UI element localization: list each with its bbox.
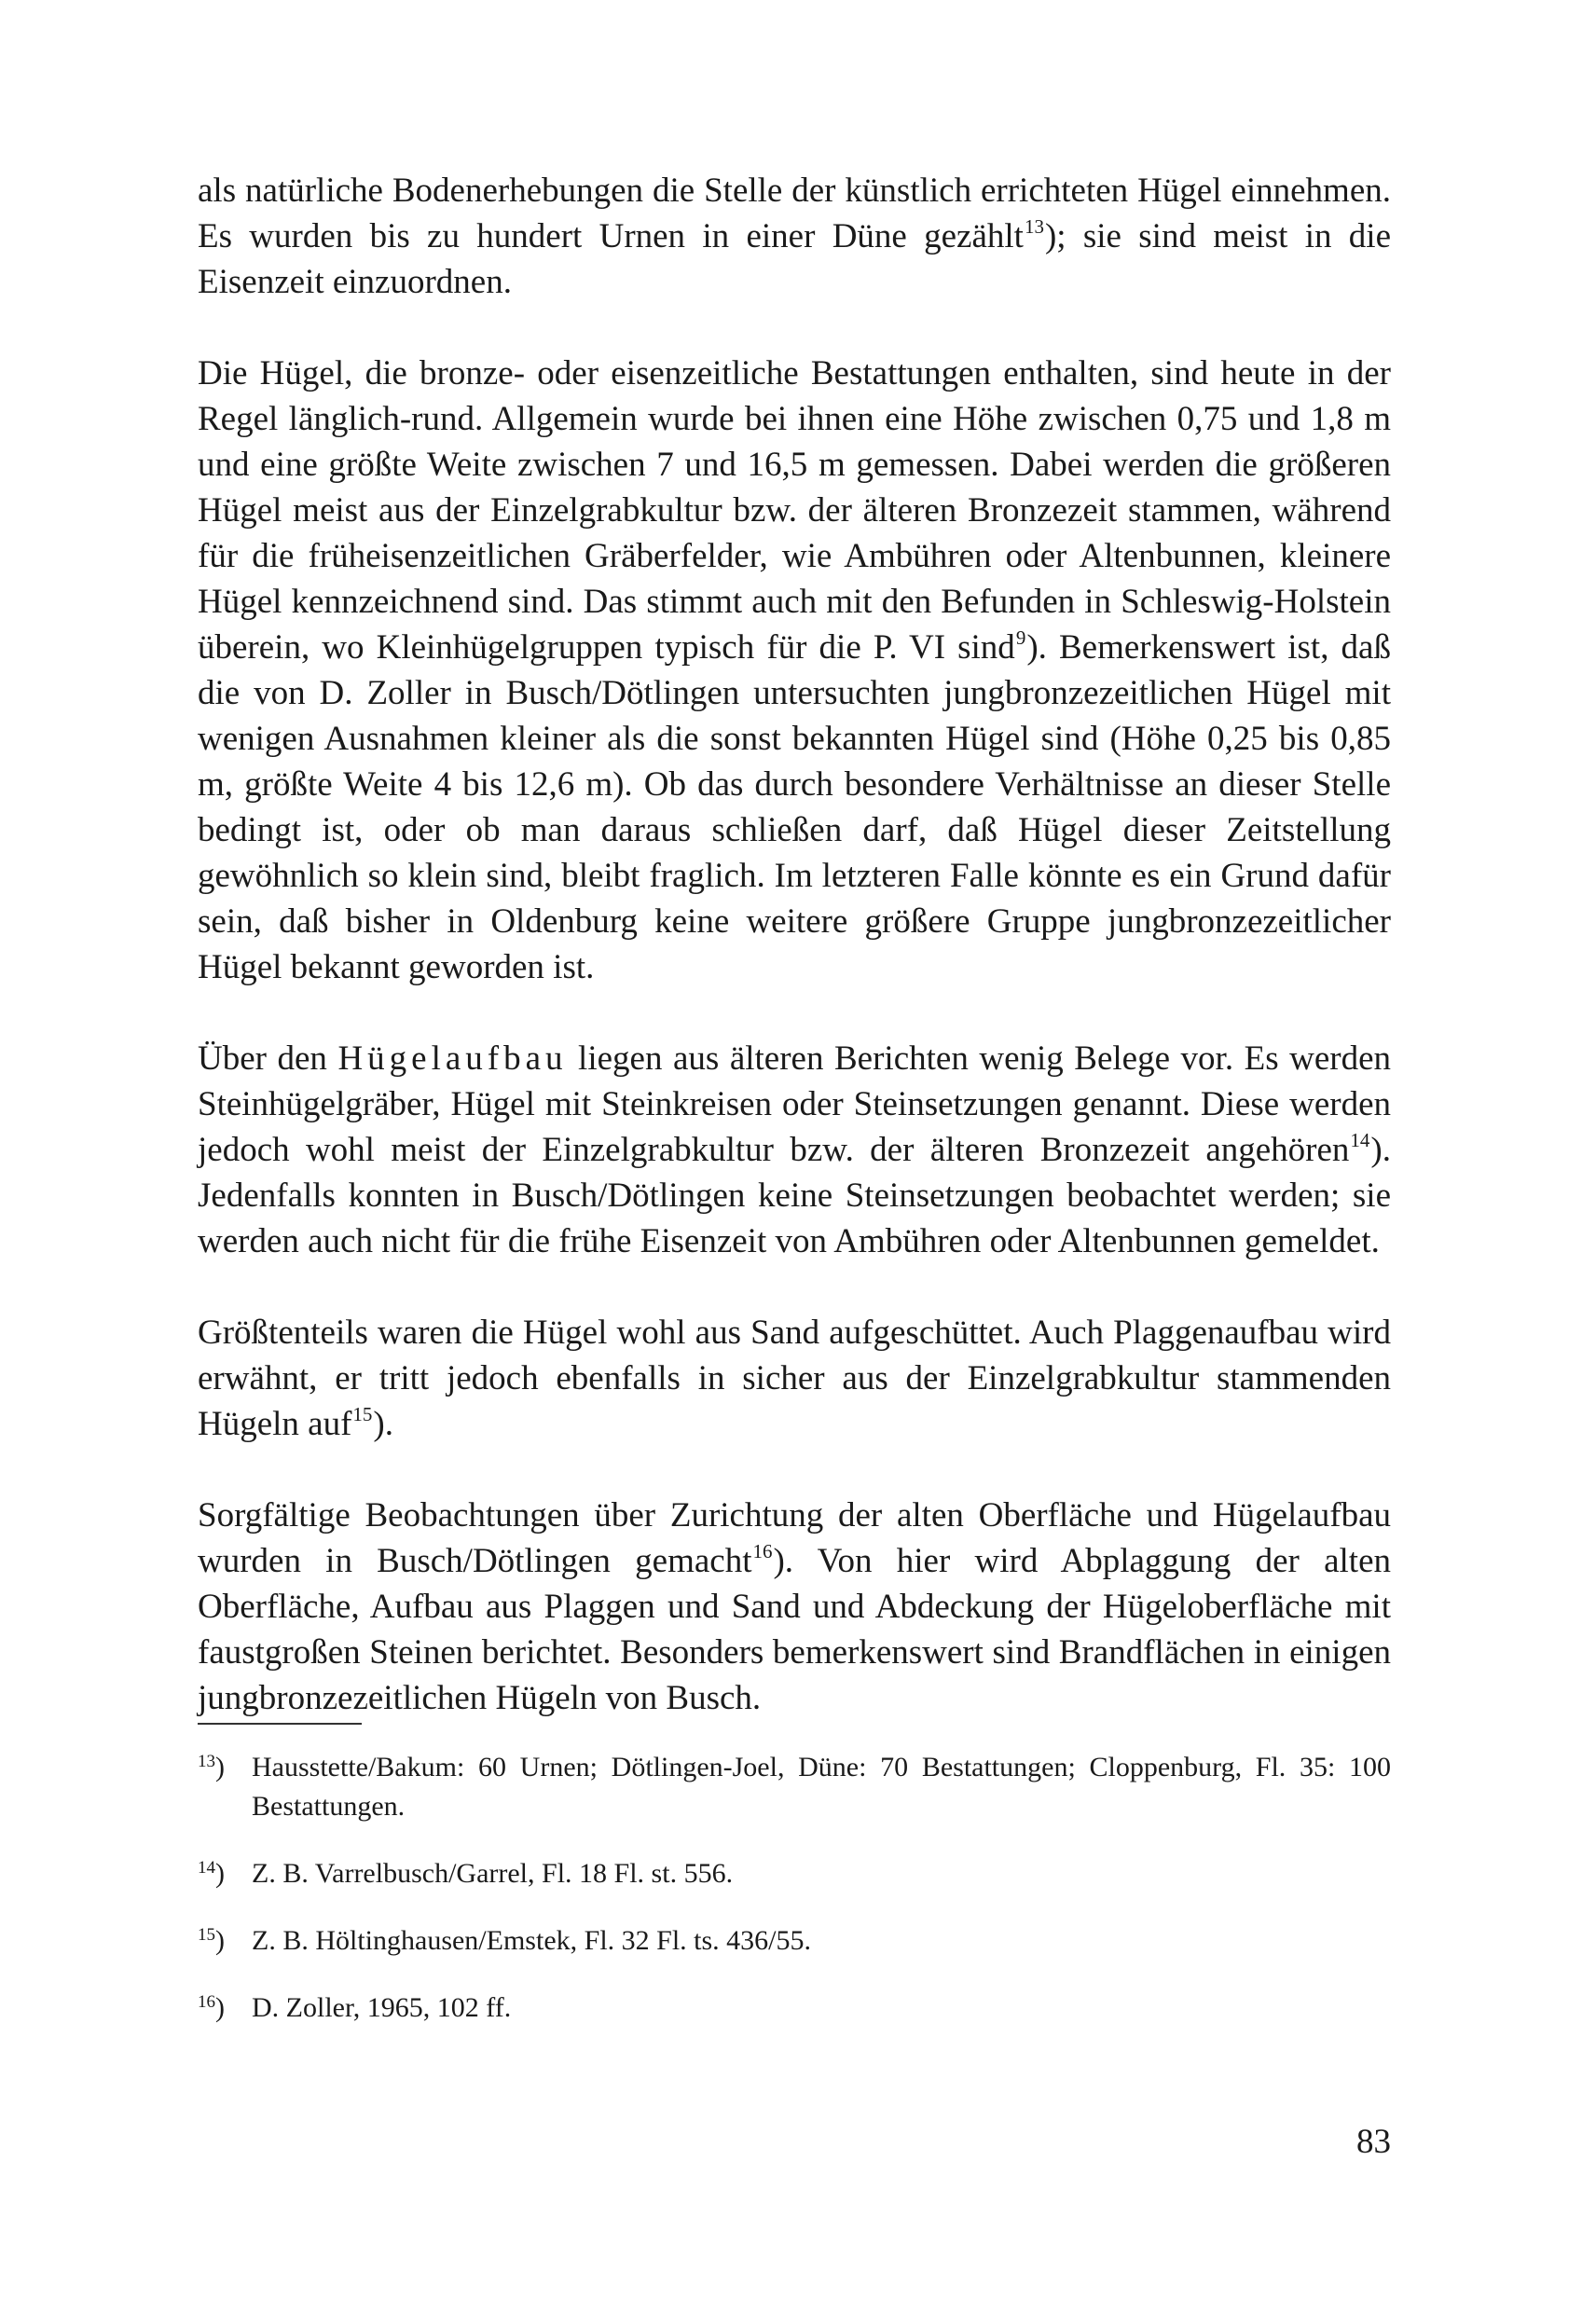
paragraph-text: Über den [198,1039,338,1078]
footnote-text: Z. B. Varrelbusch/Garrel, Fl. 18 Fl. st. 556. [252,1858,734,1889]
footnotes [198,1748,1391,2056]
footnote-15 [198,1921,1391,1961]
footnote-ref-9: 9 [1015,626,1026,649]
footnote-text: D. Zoller, 1965, 102 ff. [252,1992,512,2023]
paragraph-text: Größtenteils waren die Hügel wohl aus Sand aufgeschüttet. Auch Plaggenaufbau wird erwähnt, er tritt jedoch ebenfalls in sicher aus der Einzelgrabkultur stammenden Hügeln auf [198,1314,1391,1443]
emphasized-term: Hügelaufbau [337,1039,568,1078]
footnote-ref-13: 13 [1024,215,1044,238]
footnote-ref-16: 16 [752,1540,773,1562]
footnote-divider [198,1723,362,1725]
paragraph-text: liegen aus älteren Berichten wenig Belege vor. Es werden Steinhügelgräber, Hügel mit Steinkreisen oder Steinsetzungen genannt. Diese werden jedoch wohl meist der Einzelgrabkultur bzw. der älteren Bronzezeit angehören [198,1039,1391,1169]
paragraph-text: als natürliche Bodenerhebungen die Stelle der künstlich errichteten Hügel einnehmen. Es wurden bis zu hundert Urnen in einer Düne gezählt [198,172,1391,255]
paragraph-4 [198,1310,1391,1447]
footnote-16 [198,1989,1391,2028]
paragraph-1 [198,168,1391,305]
footnote-text: Hausstette/Bakum: 60 Urnen; Dötlingen-Joel, Düne: 70 Bestattungen; Cloppenburg, Fl. 35: 100 Bestattungen. [252,1752,1391,1822]
footnote-ref-15: 15 [352,1403,373,1425]
footnote-text: Z. B. Höltinghausen/Emstek, Fl. 32 Fl. ts. 436/55. [252,1925,812,1956]
paragraph-text: ). [373,1405,393,1443]
paragraph-text: ). Bemerkenswert ist, daß die von D. Zoller in Busch/Dötlingen untersuchten jungbronzezeitlichen Hügel mit wenigen Ausnahmen kleiner als die sonst bekannten Hügel sind (Höhe 0,25 bis 0,85 m, größte Weite 4 bis 12,6 m). Ob das durch besondere Verhältnisse an dieser Stelle bedingt ist, oder ob man daraus schließen darf, daß Hügel dieser Zeitstellung gewöhnlich so klein sind, bleibt fraglich. Im letzteren Falle könnte es ein Grund dafür sein, daß bisher in Oldenburg keine weitere größere Gruppe jungbronzezeitlicher Hügel bekannt geworden ist. [198,628,1391,986]
paragraph-2 [198,351,1391,990]
paragraph-text: ); sie sind meist in die Eisenzeit einzuordnen. [198,217,1391,301]
paragraph-text: ). Jedenfalls konnten in Busch/Dötlingen keine Steinsetzungen beobachtet werden; sie werden auch nicht für die frühe Eisenzeit von Ambühren oder Altenbunnen gemeldet. [198,1131,1391,1260]
footnote-marker: $^{14}$) [198,1858,225,1889]
footnote-marker: $^{15}$) [198,1925,225,1956]
paragraph-text: ). Von hier wird Abplaggung der alten Oberfläche, Aufbau aus Plaggen und Sand und Abdeckung der Hügeloberfläche mit faustgroßen Steinen berichtet. Besonders bemerkenswert sind Brandflächen in einigen jungbronzezeitlichen Hügeln von Busch. [198,1542,1391,1717]
page-body [198,168,1391,1721]
page-number: 83 [1356,2123,1391,2161]
footnote-ref-14: 14 [1350,1129,1370,1151]
footnote-14 [198,1854,1391,1893]
paragraph-text: Sorgfältige Beobachtungen über Zurichtung der alten Oberfläche und Hügelaufbau wurden in Busch/Dötlingen gemacht [198,1496,1391,1580]
footnote-13 [198,1748,1391,1826]
footnote-marker: $^{13}$) [198,1752,225,1782]
paragraph-5 [198,1493,1391,1721]
footnote-marker: $^{16}$) [198,1992,225,2023]
paragraph-3 [198,1036,1391,1264]
paragraph-text: Die Hügel, die bronze- oder eisenzeitliche Bestattungen enthalten, sind heute in der Regel länglich-rund. Allgemein wurde bei ihnen eine Höhe zwischen 0,75 und 1,8 m und eine größte Weite zwischen 7 und 16,5 m gemessen. Dabei werden die größeren Hügel meist aus der Einzelgrabkultur bzw. der älteren Bronzezeit stammen, während für die früheisenzeitlichen Gräberfelder, wie Ambühren oder Altenbunnen, kleinere Hügel kennzeichnend sind. Das stimmt auch mit den Befunden in Schleswig-Holstein überein, wo Kleinhügelgruppen typisch für die P. VI sind [198,354,1391,667]
